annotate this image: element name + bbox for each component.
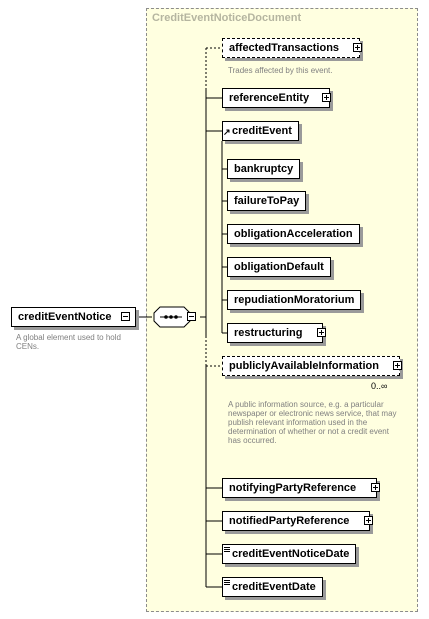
collapse-icon[interactable] — [121, 312, 130, 321]
element-label: referenceEntity — [229, 92, 310, 104]
element-creditEventNoticeDate[interactable] — [222, 544, 356, 564]
element-label: obligationAcceleration — [234, 228, 353, 240]
root-element[interactable] — [11, 307, 136, 327]
element-doc: A public information source, e.g. a particular newspaper or electronic news service, that may publish relevant information used in the determination of whether or not a credit event has occurred. — [228, 400, 397, 445]
expand-icon[interactable] — [393, 361, 402, 370]
element-label: creditEventNoticeDate — [232, 548, 350, 560]
expand-icon[interactable] — [353, 43, 362, 52]
element-label: creditEvent — [232, 125, 292, 137]
element-publiclyAvailableInformation[interactable] — [222, 356, 400, 376]
element-bankruptcy[interactable] — [227, 159, 300, 179]
element-creditEvent[interactable] — [222, 121, 299, 141]
element-label: publiclyAvailableInformation — [229, 360, 379, 372]
expand-icon[interactable] — [371, 483, 380, 492]
element-referenceEntity[interactable] — [222, 88, 330, 108]
element-label: notifiedPartyReference — [229, 515, 350, 527]
element-creditEventDate[interactable] — [222, 577, 323, 597]
cardinality-label: 0..∞ — [371, 381, 388, 391]
sequence-collapse-icon[interactable] — [187, 312, 196, 321]
element-label: restructuring — [234, 327, 303, 339]
element-obligationAcceleration[interactable] — [227, 224, 360, 244]
element-label: repudiationMoratorium — [234, 294, 355, 306]
element-label: obligationDefault — [234, 261, 324, 273]
expand-icon[interactable] — [364, 516, 373, 525]
element-failureToPay[interactable] — [227, 191, 306, 211]
element-restructuring[interactable] — [227, 323, 323, 343]
element-affectedTransactions[interactable] — [222, 38, 360, 58]
element-label: bankruptcy — [234, 163, 294, 175]
root-element-label: creditEventNotice — [18, 311, 112, 323]
element-notifiedPartyReference[interactable] — [222, 511, 370, 531]
element-notifyingPartyReference[interactable] — [222, 478, 377, 498]
root-doc: A global element used to hold CENs. — [16, 333, 121, 351]
element-repudiationMoratorium[interactable] — [227, 290, 361, 310]
complex-type-title: CreditEventNoticeDocument — [152, 12, 302, 24]
element-label: affectedTransactions — [229, 42, 340, 54]
element-doc: Trades affected by this event. — [228, 66, 333, 75]
element-label: notifyingPartyReference — [229, 482, 357, 494]
expand-icon[interactable] — [322, 93, 331, 102]
expand-icon[interactable] — [317, 328, 326, 337]
element-label: failureToPay — [234, 195, 300, 207]
element-obligationDefault[interactable] — [227, 257, 331, 277]
element-label: creditEventDate — [232, 581, 316, 593]
